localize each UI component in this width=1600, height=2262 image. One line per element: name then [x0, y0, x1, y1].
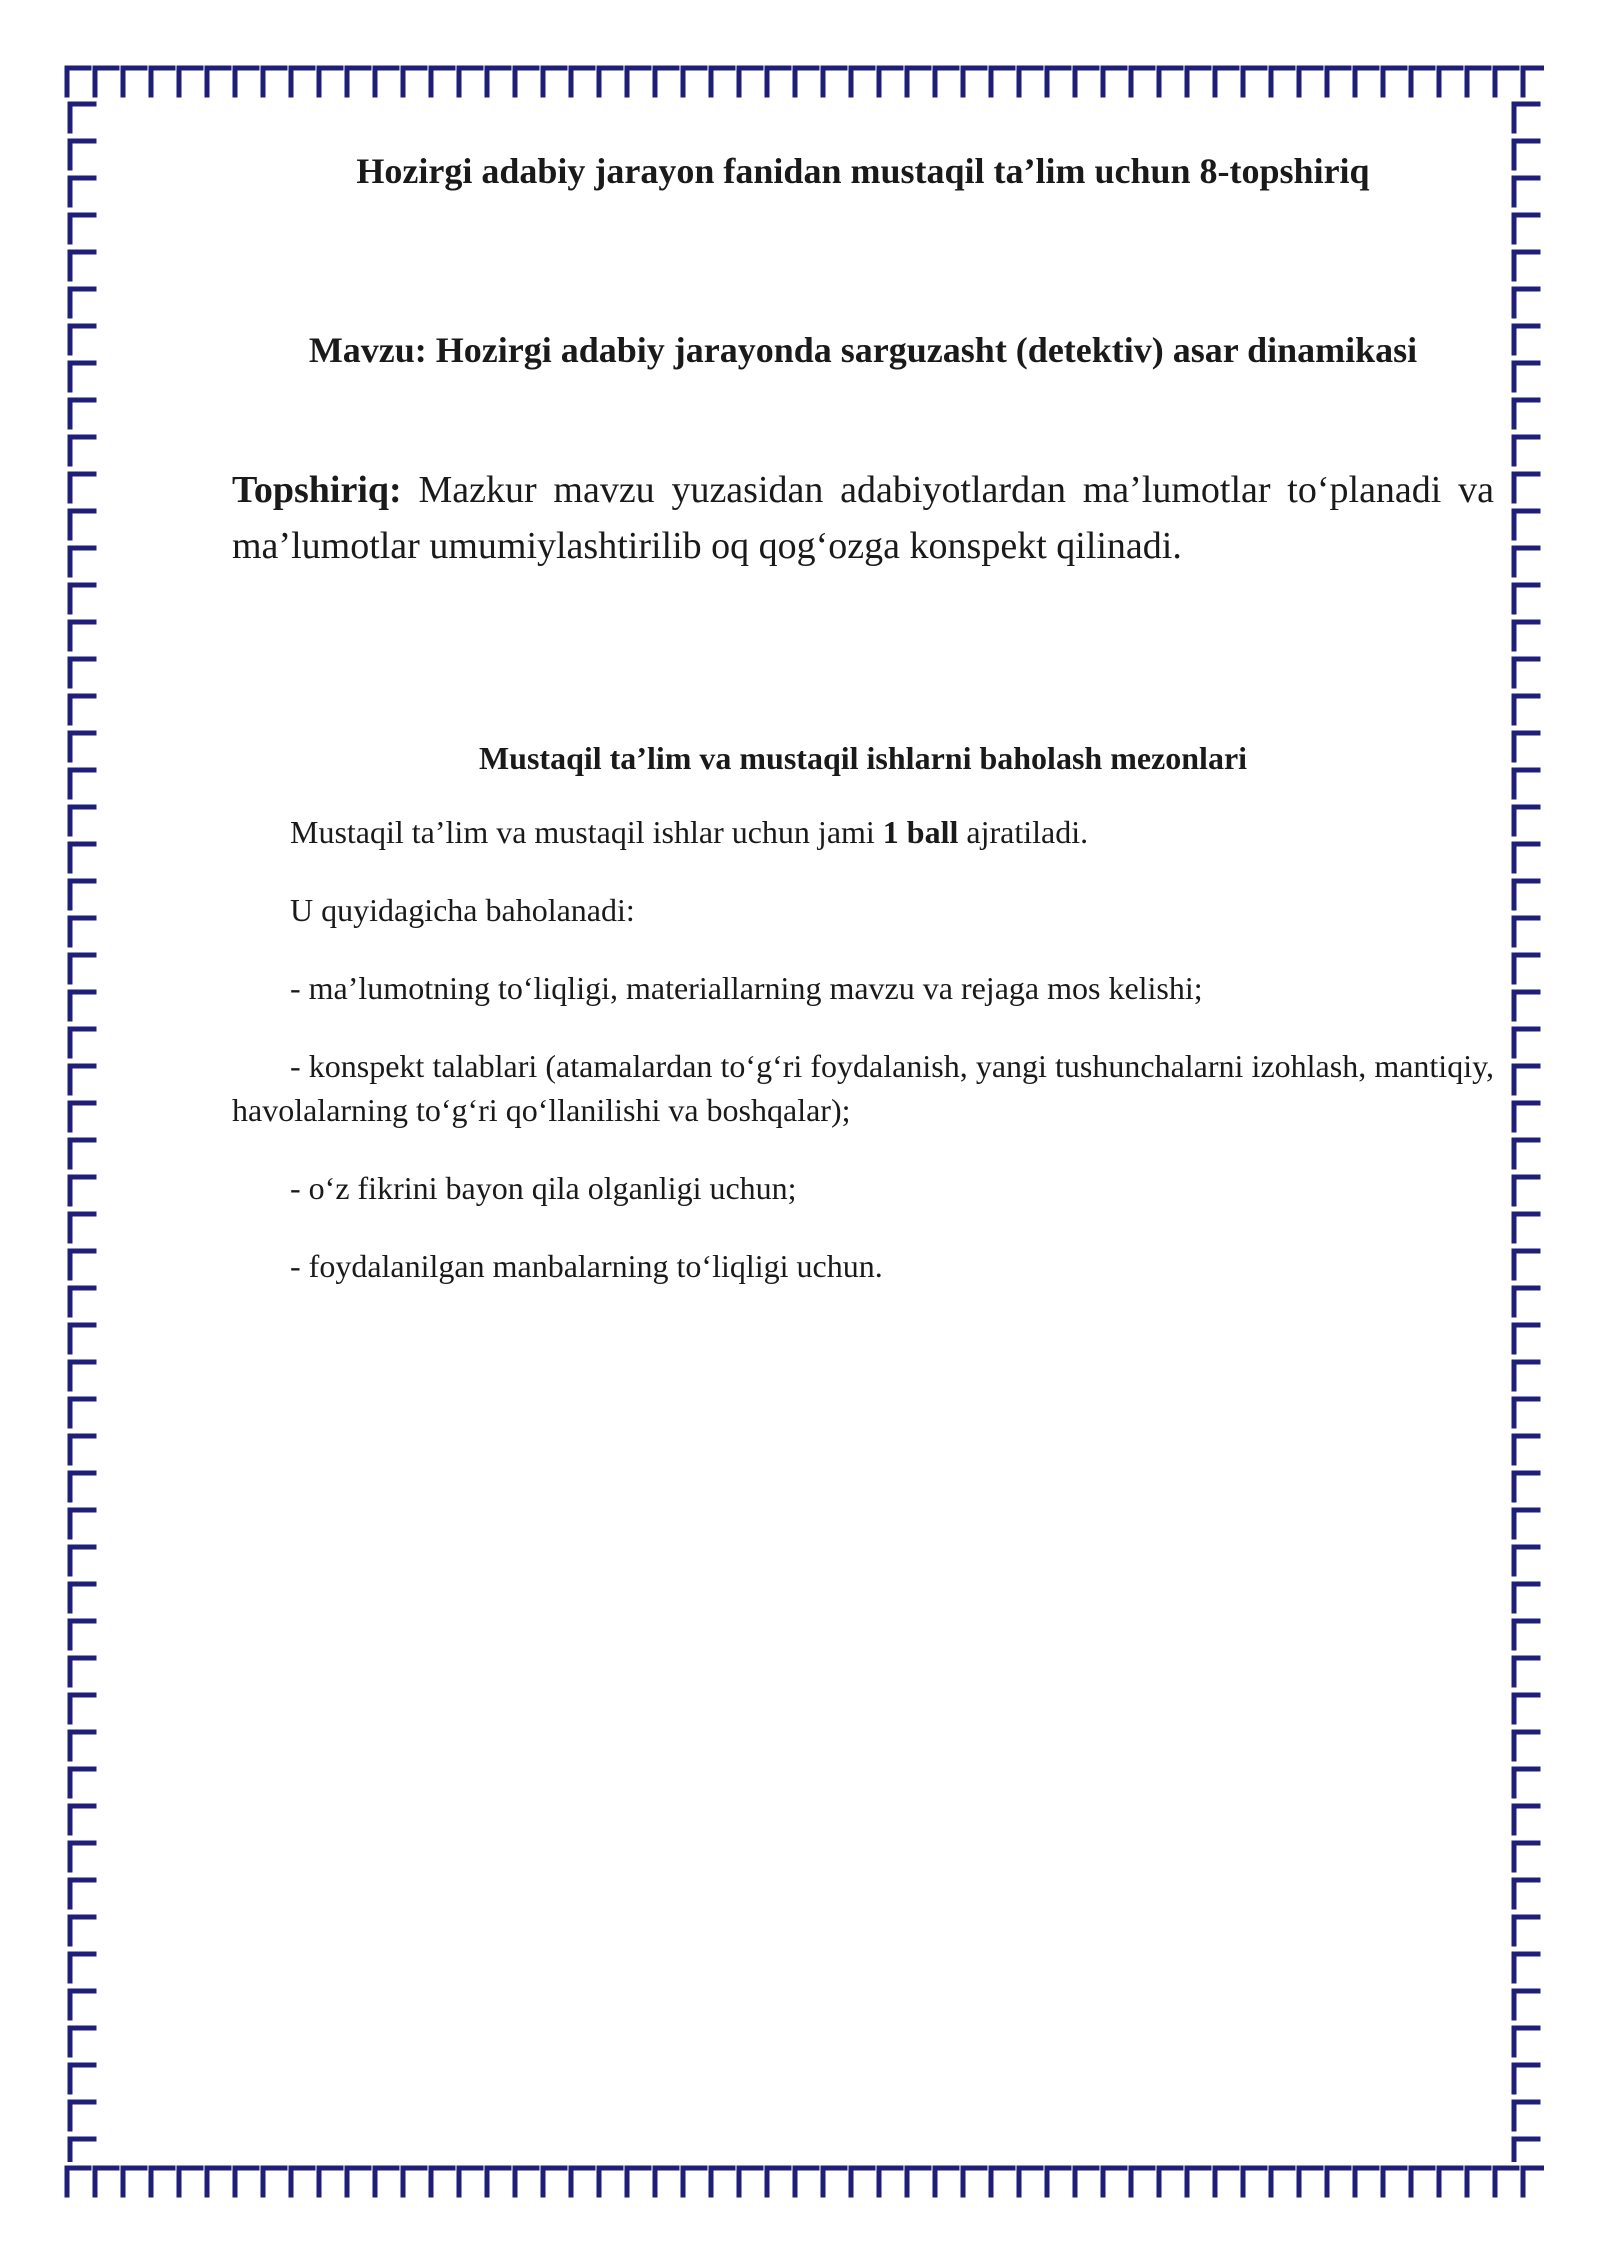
points-text-before: Mustaqil ta’lim va mustaqil ishlar uchun jami — [290, 814, 883, 850]
criteria-item: - ma’lumotning to‘liqligi, materiallarning mavzu va rejaga mos kelishi; — [290, 970, 1203, 1006]
points-paragraph — [232, 810, 1494, 854]
border-top — [64, 62, 1544, 98]
task-text: Mazkur mavzu yuzasidan adabiyotlardan ma’lumotlar to‘planadi va ma’lumotlar umumiylashtirilib oq qog‘ozga konspekt qilinadi. — [232, 469, 1494, 567]
points-text-after: ajratiladi. — [958, 814, 1089, 850]
border-right — [1508, 98, 1544, 2162]
criteria-section — [232, 810, 1494, 1322]
criteria-item: - o‘z fikrini bayon qila olganligi uchun; — [290, 1170, 797, 1206]
document-title: Hozirgi adabiy jarayon fanidan mustaqil ta’lim uchun 8-topshiriq — [356, 151, 1370, 191]
points-value: 1 ball — [882, 814, 959, 850]
criteria-intro: U quyidagicha baholanadi: — [290, 892, 635, 928]
topic-heading: Mavzu: Hozirgi adabiy jarayonda sarguzasht (detektiv) asar dinamikasi — [308, 330, 1418, 370]
criteria-heading: Mustaqil ta’lim va mustaqil ishlarni baholash mezonlari — [478, 740, 1248, 776]
criteria-item: - konspekt talablari (atamalardan to‘g‘ri foydalanish, yangi tushunchalarni izohlash, mantiqiy, havolalarning to‘g‘ri qo‘llanilishi va boshqalar); — [232, 1048, 1494, 1128]
border-left — [64, 98, 100, 2162]
task-paragraph — [232, 462, 1494, 574]
border-bottom — [64, 2162, 1544, 2198]
criteria-item: - foydalanilgan manbalarning to‘liqligi uchun. — [290, 1248, 883, 1284]
task-label: Topshiriq: — [232, 469, 402, 511]
